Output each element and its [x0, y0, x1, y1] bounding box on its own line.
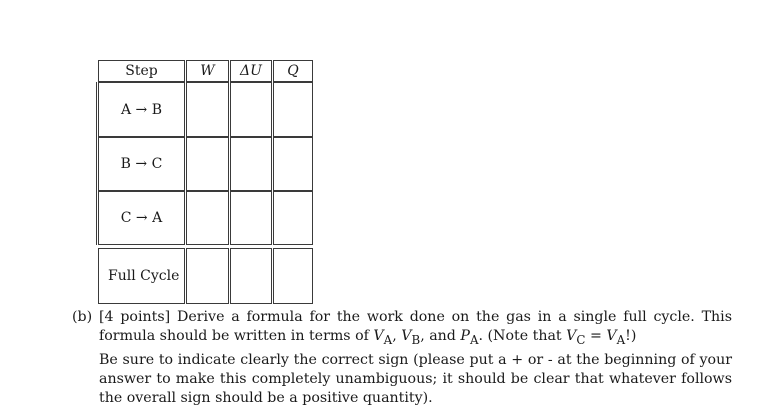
- step-label: A → B: [98, 82, 185, 137]
- work-cell[interactable]: [186, 82, 229, 137]
- var-sub: A: [616, 332, 626, 347]
- delta-u-cell[interactable]: [230, 137, 272, 191]
- delta-u-cell[interactable]: [230, 191, 272, 245]
- equals-sign: =: [585, 328, 607, 344]
- note-end: !): [625, 328, 637, 344]
- sep: ,: [392, 328, 402, 344]
- question-prompt: [99, 308, 732, 350]
- heat-cell[interactable]: [273, 248, 313, 304]
- header-delta-u: ΔU: [230, 60, 272, 82]
- heat-cell[interactable]: [273, 191, 313, 245]
- question-label: (b): [72, 309, 93, 325]
- var-sub: A: [469, 332, 479, 347]
- header-heat: Q: [273, 60, 313, 82]
- var-v: V: [401, 328, 412, 344]
- var-v: V: [606, 328, 617, 344]
- table-header-row: [98, 60, 313, 82]
- var-v: V: [373, 328, 384, 344]
- header-work: W: [186, 60, 229, 82]
- var-sub: C: [576, 332, 586, 347]
- heat-cell[interactable]: [273, 82, 313, 137]
- work-cell[interactable]: [186, 137, 229, 191]
- var-sub: A: [383, 332, 393, 347]
- sep: , and: [420, 328, 461, 344]
- table-row-full-cycle: [98, 248, 313, 304]
- heat-cell[interactable]: [273, 137, 313, 191]
- work-cell[interactable]: [186, 191, 229, 245]
- step-label: B → C: [98, 137, 185, 191]
- header-step: Step: [98, 60, 185, 82]
- work-cell[interactable]: [186, 248, 229, 304]
- delta-u-cell[interactable]: [230, 82, 272, 137]
- table-outer-border: [96, 82, 97, 245]
- var-sub: B: [411, 332, 421, 347]
- delta-u-cell[interactable]: [230, 248, 272, 304]
- step-label: Full Cycle: [98, 248, 185, 304]
- question-body: [99, 308, 732, 408]
- question-instructions: Be sure to indicate clearly the correct sign (please put a + or - at the beginning of your answer to make this completely unambiguous; it should be clear that whatever follows the overall sign should be a positive quantity).: [99, 351, 732, 406]
- table-row: [98, 82, 313, 137]
- var-v: V: [566, 328, 577, 344]
- step-label: C → A: [98, 191, 185, 245]
- table-row: [98, 137, 313, 191]
- note-text: . (Note that: [478, 328, 567, 344]
- table-row: [98, 191, 313, 245]
- var-p: P: [460, 328, 470, 344]
- points-badge: [4 points]: [99, 309, 171, 325]
- prompt-text: Derive a formula for the work done on the gas in a single full cycle. This formula should be written in terms of: [99, 309, 733, 344]
